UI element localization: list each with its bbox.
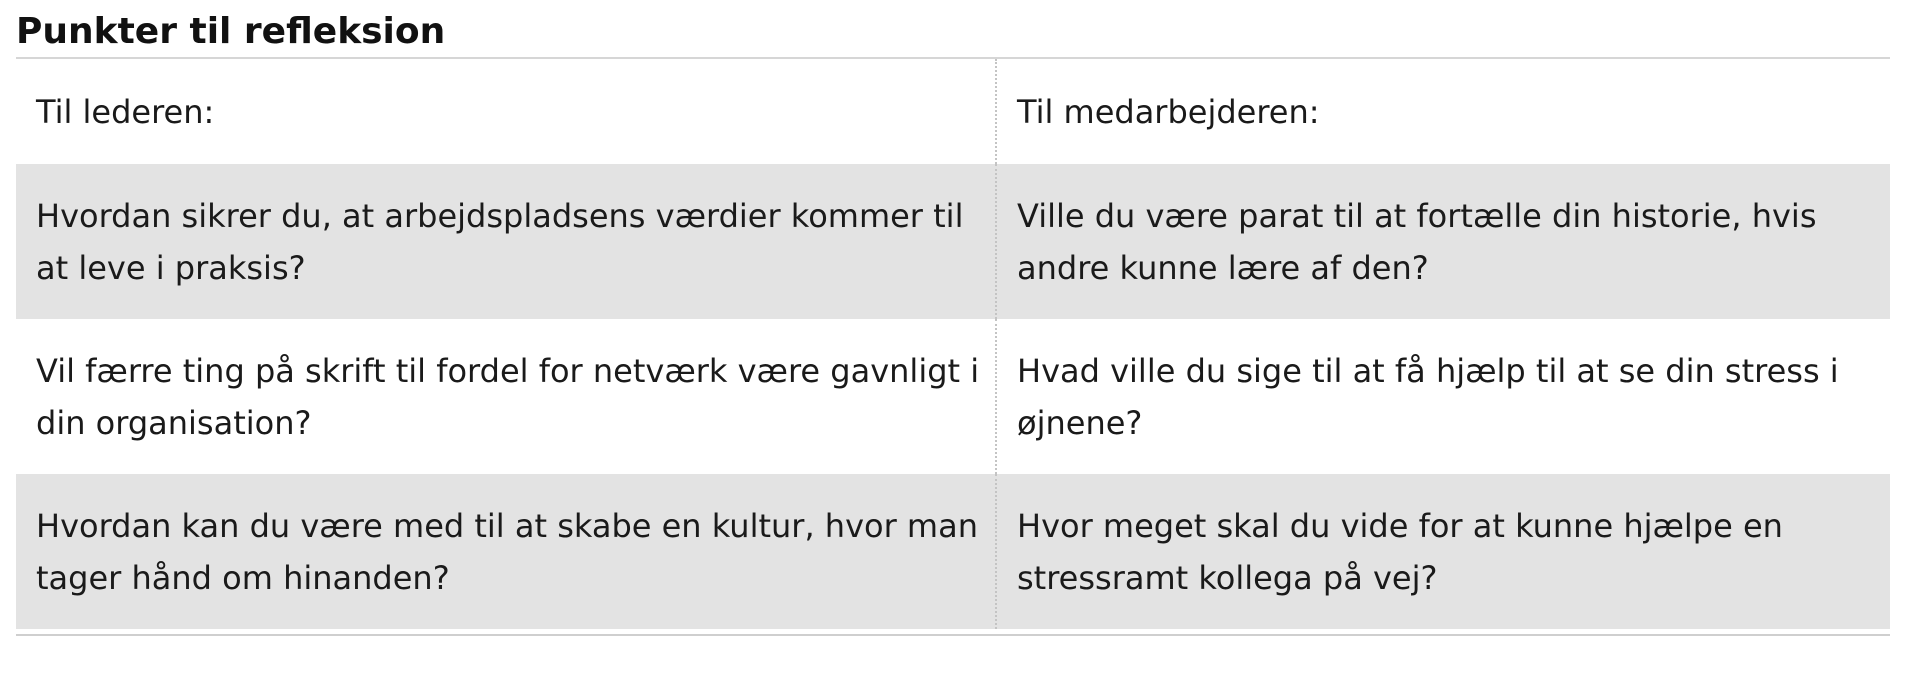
section-heading: Punkter til refleksion bbox=[16, 11, 446, 52]
employee-question: Ville du være parat til at fortælle din historie, hvis andre kunne lære af den? bbox=[1017, 196, 1817, 287]
leader-question: Hvordan kan du være med til at skabe en kultur, hvor man tager hånd om hinanden? bbox=[36, 506, 978, 597]
leader-question: Vil færre ting på skrift til fordel for netværk være gavnligt i din organisation? bbox=[36, 351, 980, 442]
reflection-table bbox=[16, 59, 1890, 629]
employee-question-cell bbox=[997, 474, 1890, 629]
header-label-leader: Til lederen: bbox=[36, 92, 215, 131]
table-row bbox=[16, 474, 1890, 629]
employee-question: Hvor meget skal du vide for at kunne hjælpe en stressramt kollega på vej? bbox=[1017, 506, 1783, 597]
leader-question-cell bbox=[16, 164, 997, 319]
header-label-employee: Til medarbejderen: bbox=[1017, 92, 1320, 131]
header-cell-employee bbox=[997, 59, 1890, 164]
employee-question-cell bbox=[997, 164, 1890, 319]
table-header-row bbox=[16, 59, 1890, 164]
header-cell-leader bbox=[16, 59, 997, 164]
leader-question-cell bbox=[16, 319, 997, 474]
table-bottom-divider bbox=[16, 634, 1890, 636]
table-row bbox=[16, 319, 1890, 474]
leader-question-cell bbox=[16, 474, 997, 629]
leader-question: Hvordan sikrer du, at arbejdspladsens værdier kommer til at leve i praksis? bbox=[36, 196, 964, 287]
table-row bbox=[16, 164, 1890, 319]
employee-question-cell bbox=[997, 319, 1890, 474]
employee-question: Hvad ville du sige til at få hjælp til at se din stress i øjnene? bbox=[1017, 351, 1839, 442]
